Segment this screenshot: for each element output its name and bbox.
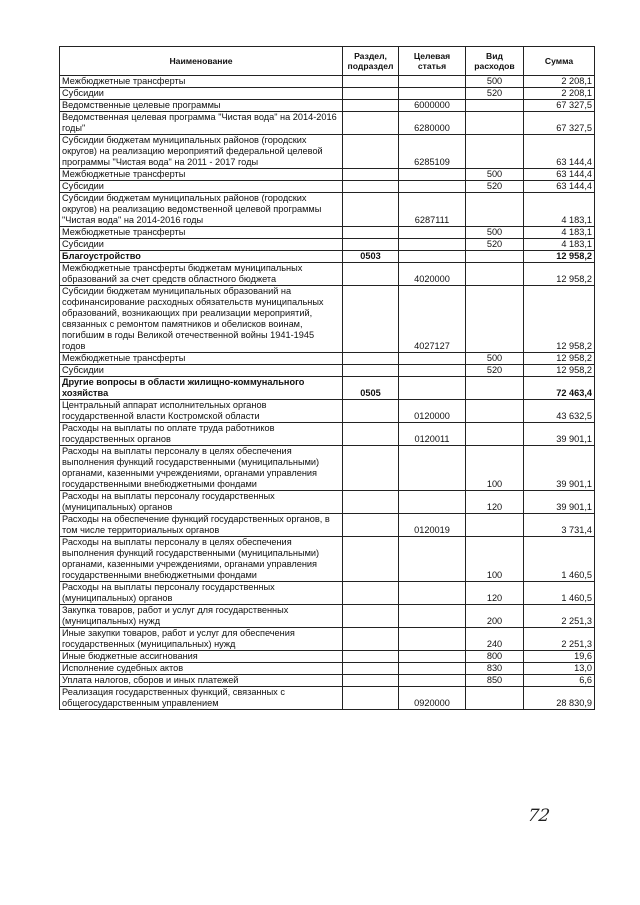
cell-sum: 12 958,2 xyxy=(524,353,595,365)
cell-article xyxy=(399,582,466,605)
cell-sum: 1 460,5 xyxy=(524,582,595,605)
cell-name: Межбюджетные трансферты xyxy=(60,76,343,88)
cell-article xyxy=(399,651,466,663)
cell-name: Субсидии xyxy=(60,181,343,193)
cell-article: 0120011 xyxy=(399,423,466,446)
cell-sum: 4 183,1 xyxy=(524,239,595,251)
cell-type xyxy=(466,193,524,227)
cell-article: 6287111 xyxy=(399,193,466,227)
cell-article xyxy=(399,446,466,491)
cell-type: 100 xyxy=(466,446,524,491)
cell-article: 6285109 xyxy=(399,135,466,169)
cell-article: 6280000 xyxy=(399,112,466,135)
cell-section xyxy=(343,605,399,628)
cell-name: Исполнение судебных актов xyxy=(60,663,343,675)
cell-type xyxy=(466,251,524,263)
table-row xyxy=(60,446,595,491)
cell-section xyxy=(343,169,399,181)
cell-name: Иные бюджетные ассигнования xyxy=(60,651,343,663)
cell-name: Расходы на выплаты по оплате труда работников государственных органов xyxy=(60,423,343,446)
cell-section xyxy=(343,446,399,491)
cell-section xyxy=(343,491,399,514)
cell-name: Расходы на выплаты персоналу государственных (муниципальных) органов xyxy=(60,582,343,605)
cell-name: Межбюджетные трансферты бюджетам муниципальных образований за счет средств областного бюджета xyxy=(60,263,343,286)
cell-sum: 2 251,3 xyxy=(524,628,595,651)
table-row xyxy=(60,365,595,377)
cell-type: 240 xyxy=(466,628,524,651)
table-row xyxy=(60,514,595,537)
cell-article xyxy=(399,88,466,100)
table-row xyxy=(60,169,595,181)
cell-section xyxy=(343,100,399,112)
cell-sum: 63 144,4 xyxy=(524,181,595,193)
table-row xyxy=(60,687,595,710)
cell-name: Субсидии бюджетам муниципальных районов (городских округов) на реализацию ведомственной целевой программы "Чистая вода" на 2014-2016 годы xyxy=(60,193,343,227)
cell-type xyxy=(466,423,524,446)
table-row xyxy=(60,537,595,582)
cell-sum: 4 183,1 xyxy=(524,193,595,227)
cell-sum: 2 208,1 xyxy=(524,76,595,88)
cell-section xyxy=(343,537,399,582)
cell-name: Межбюджетные трансферты xyxy=(60,353,343,365)
cell-name: Межбюджетные трансферты xyxy=(60,227,343,239)
table-row xyxy=(60,76,595,88)
table-row xyxy=(60,377,595,400)
cell-article: 4027127 xyxy=(399,286,466,353)
cell-name: Ведомственные целевые программы xyxy=(60,100,343,112)
cell-article xyxy=(399,76,466,88)
cell-name: Центральный аппарат исполнительных органов государственной власти Костромской области xyxy=(60,400,343,423)
table-row xyxy=(60,100,595,112)
cell-type xyxy=(466,100,524,112)
cell-name: Субсидии бюджетам муниципальных районов (городских округов) на реализацию мероприятий федеральной целевой программы "Чистая вода" на 2011 - 2017 годы xyxy=(60,135,343,169)
table-row xyxy=(60,582,595,605)
page-number: 72 xyxy=(526,806,552,826)
cell-type xyxy=(466,687,524,710)
cell-section xyxy=(343,88,399,100)
cell-sum: 6,6 xyxy=(524,675,595,687)
cell-sum: 43 632,5 xyxy=(524,400,595,423)
table-header-row xyxy=(60,47,595,76)
table-row xyxy=(60,88,595,100)
cell-type xyxy=(466,286,524,353)
cell-section xyxy=(343,423,399,446)
cell-section xyxy=(343,651,399,663)
cell-section xyxy=(343,663,399,675)
cell-type: 830 xyxy=(466,663,524,675)
cell-type xyxy=(466,135,524,169)
cell-name: Иные закупки товаров, работ и услуг для обеспечения государственных (муниципальных) нужд xyxy=(60,628,343,651)
cell-name: Закупка товаров, работ и услуг для государственных (муниципальных) нужд xyxy=(60,605,343,628)
cell-section xyxy=(343,687,399,710)
cell-section xyxy=(343,112,399,135)
cell-article xyxy=(399,675,466,687)
cell-name: Уплата налогов, сборов и иных платежей xyxy=(60,675,343,687)
cell-sum: 67 327,5 xyxy=(524,100,595,112)
cell-name: Субсидии xyxy=(60,365,343,377)
cell-article xyxy=(399,628,466,651)
cell-name: Субсидии xyxy=(60,239,343,251)
budget-table xyxy=(59,46,595,710)
cell-name: Субсидии xyxy=(60,88,343,100)
cell-name: Другие вопросы в области жилищно-коммунального хозяйства xyxy=(60,377,343,400)
cell-section xyxy=(343,353,399,365)
table-row xyxy=(60,423,595,446)
cell-sum: 39 901,1 xyxy=(524,491,595,514)
cell-article xyxy=(399,605,466,628)
cell-section xyxy=(343,76,399,88)
cell-type: 800 xyxy=(466,651,524,663)
table-row xyxy=(60,181,595,193)
cell-article: 6000000 xyxy=(399,100,466,112)
cell-sum: 63 144,4 xyxy=(524,135,595,169)
cell-article xyxy=(399,239,466,251)
cell-article xyxy=(399,169,466,181)
cell-sum: 12 958,2 xyxy=(524,286,595,353)
cell-name: Расходы на выплаты персоналу государственных (муниципальных) органов xyxy=(60,491,343,514)
cell-name: Реализация государственных функций, связанных с общегосударственным управлением xyxy=(60,687,343,710)
header-name: Наименование xyxy=(60,47,343,76)
table-row xyxy=(60,286,595,353)
table-row xyxy=(60,135,595,169)
table-row xyxy=(60,353,595,365)
cell-type: 120 xyxy=(466,491,524,514)
cell-sum: 12 958,2 xyxy=(524,263,595,286)
cell-name: Субсидии бюджетам муниципальных образований на софинансирование расходных обязательств муниципальных образований, возникающих при реализации мероприятий, связанных с ремонтом памятников и обелисков воинам, погибшим в годы Великой отечественной войны 1941-1945 годов xyxy=(60,286,343,353)
cell-type xyxy=(466,400,524,423)
cell-type xyxy=(466,514,524,537)
cell-article: 0920000 xyxy=(399,687,466,710)
cell-sum: 72 463,4 xyxy=(524,377,595,400)
cell-type xyxy=(466,112,524,135)
cell-article xyxy=(399,491,466,514)
cell-type: 520 xyxy=(466,239,524,251)
cell-article xyxy=(399,663,466,675)
cell-name: Расходы на выплаты персоналу в целях обеспечения выполнения функций государственными (муниципальными) органами, казенными учреждениями, органами управления государственными внебюджетными фондами xyxy=(60,446,343,491)
table-row xyxy=(60,263,595,286)
cell-name: Расходы на выплаты персоналу в целях обеспечения выполнения функций государственными (муниципальными) органами, казенными учреждениями, органами управления государственными внебюджетными фондами xyxy=(60,537,343,582)
cell-article xyxy=(399,365,466,377)
cell-section xyxy=(343,181,399,193)
cell-section xyxy=(343,582,399,605)
cell-name: Ведомственная целевая программа "Чистая вода" на 2014-2016 годы" xyxy=(60,112,343,135)
cell-sum: 12 958,2 xyxy=(524,365,595,377)
cell-sum: 67 327,5 xyxy=(524,112,595,135)
cell-sum: 13,0 xyxy=(524,663,595,675)
cell-type: 520 xyxy=(466,181,524,193)
cell-name: Расходы на обеспечение функций государственных органов, в том числе территориальных органов xyxy=(60,514,343,537)
cell-section xyxy=(343,286,399,353)
cell-sum: 19,6 xyxy=(524,651,595,663)
cell-sum: 2 251,3 xyxy=(524,605,595,628)
cell-sum: 4 183,1 xyxy=(524,227,595,239)
cell-article xyxy=(399,537,466,582)
cell-type: 520 xyxy=(466,365,524,377)
cell-section xyxy=(343,239,399,251)
cell-type: 200 xyxy=(466,605,524,628)
cell-section xyxy=(343,227,399,239)
table-row xyxy=(60,239,595,251)
cell-type xyxy=(466,263,524,286)
cell-sum: 63 144,4 xyxy=(524,169,595,181)
table-row xyxy=(60,628,595,651)
cell-section xyxy=(343,628,399,651)
cell-sum: 39 901,1 xyxy=(524,423,595,446)
cell-section xyxy=(343,135,399,169)
cell-type: 120 xyxy=(466,582,524,605)
cell-article xyxy=(399,227,466,239)
table-row xyxy=(60,675,595,687)
cell-sum: 39 901,1 xyxy=(524,446,595,491)
cell-sum: 1 460,5 xyxy=(524,537,595,582)
table-row xyxy=(60,651,595,663)
cell-article: 0120000 xyxy=(399,400,466,423)
cell-article xyxy=(399,353,466,365)
table-row xyxy=(60,605,595,628)
cell-section: 0503 xyxy=(343,251,399,263)
cell-type: 500 xyxy=(466,227,524,239)
cell-section xyxy=(343,263,399,286)
cell-section xyxy=(343,675,399,687)
table-body xyxy=(60,76,595,710)
table-row xyxy=(60,227,595,239)
cell-sum: 2 208,1 xyxy=(524,88,595,100)
table-row xyxy=(60,491,595,514)
cell-type: 520 xyxy=(466,88,524,100)
cell-sum: 28 830,9 xyxy=(524,687,595,710)
cell-article: 0120019 xyxy=(399,514,466,537)
cell-type: 100 xyxy=(466,537,524,582)
cell-section xyxy=(343,400,399,423)
cell-name: Благоустройство xyxy=(60,251,343,263)
table-row xyxy=(60,663,595,675)
cell-section xyxy=(343,514,399,537)
cell-section: 0505 xyxy=(343,377,399,400)
table-row xyxy=(60,400,595,423)
cell-article xyxy=(399,251,466,263)
cell-section xyxy=(343,193,399,227)
cell-type xyxy=(466,377,524,400)
cell-section xyxy=(343,365,399,377)
cell-article xyxy=(399,181,466,193)
cell-type: 500 xyxy=(466,76,524,88)
cell-article xyxy=(399,377,466,400)
header-article: Целевая статья xyxy=(399,47,466,76)
header-type: Вид расходов xyxy=(466,47,524,76)
header-section: Раздел, подраздел xyxy=(343,47,399,76)
cell-article: 4020000 xyxy=(399,263,466,286)
table-row xyxy=(60,193,595,227)
cell-name: Межбюджетные трансферты xyxy=(60,169,343,181)
cell-type: 500 xyxy=(466,353,524,365)
cell-type: 850 xyxy=(466,675,524,687)
cell-type: 500 xyxy=(466,169,524,181)
cell-sum: 12 958,2 xyxy=(524,251,595,263)
header-sum: Сумма xyxy=(524,47,595,76)
cell-sum: 3 731,4 xyxy=(524,514,595,537)
table-row xyxy=(60,112,595,135)
table-row xyxy=(60,251,595,263)
